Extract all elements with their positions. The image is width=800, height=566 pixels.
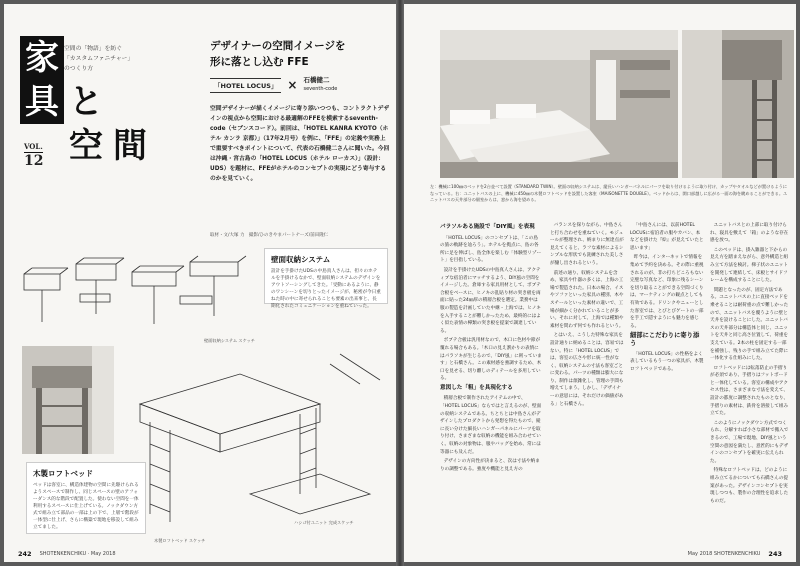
twin-room-graphic [440, 30, 678, 178]
paragraph: このようにノックダウン方式でつくられ、分解すれば小さな部材で搬入できるので、工場で現地、DIY風という空間の意図を満たし、意匠的にもデザインのコンセプトを確実に伝えられた。 [710, 420, 789, 464]
paragraph: ユニットバスとの上部に取り付けられ、寝具を敷えて「箱」のような存在感を放つ。 [710, 223, 789, 244]
headline-line: デザイナーの空間イメージを [210, 40, 346, 52]
paragraph: 設計を手掛けたUDSの中島真人さんは、アクティブな宿泊者にマッチするよう、DIY風の空間をイメージした。倉庫する家具用材として、ボブテ合板をベースに、ヒノキの乱貼り材の突き板を両面に貼った24㎜厚の積層合板を選定。業務中は服の製造を計画していた中継・上海では、ヒノキを入手することが難しかったため、最終的にはよく似た表情の樺類の突き板を提案で調達している。 [440, 267, 541, 334]
loft-bed-title: 木製ロフトベッド [33, 469, 93, 478]
loft-bed-sketch [120, 344, 390, 544]
designer-credit [303, 76, 337, 94]
article-headline [210, 38, 345, 70]
right-page-number: 243 [768, 550, 782, 558]
twin-room-photo [440, 30, 678, 178]
right-column-1 [550, 222, 624, 410]
loft-bed-text: ベッドは客室に、構造体建物の空間に先駆けられるようスペースで制作し、同じスペースの壁のアフォーダンス的な階段で配置した。使わない空間を一体利用するスペースに仕上げている。ノックダウン方式で組み立て部品の一部は上の下で、上層で階段が一体型に仕上げ、さらに構築で現地を移設して組み立てました。 [33, 483, 139, 530]
paragraph: 「HOTEL LOCUS」のコンセプトは、「この島の旅の軌跡を辿ろう」。ホテルを拠点に、島の各所に足を伸ばし、島全体を楽しむ「体験型リゾート」を目指している。 [440, 235, 542, 264]
loft-sketch-label: 木製ロフトベッド スケッチ [154, 538, 206, 543]
wall-storage-text: 設計を手掛けたUDSの中島真人さんは、担々のホテルを手掛けるなかで、壁面収納システムのデザインをアウトソーシングしてきた。「受動にあるように、静のワンシーンを切りとったイメージが、秘密が今日重ねた時の中に寄せられることも要素の出来事と、長期化されたコミュニケーションを重ねていった。 [271, 269, 381, 309]
right-column-3 [710, 222, 790, 507]
loft-bed-photo [22, 346, 114, 454]
series-subtitle [64, 44, 154, 74]
cross-icon: × [287, 78, 298, 92]
designer-company: seventh-code [303, 86, 338, 92]
hotel-tag: 「HOTEL LOCUS」 [210, 78, 281, 93]
left-folio [18, 550, 116, 558]
article-lead: 空間デザイナーが描くイメージに寄り添いつつも、コントラクトデザインの視点から空間における最適解のFFEを模索するseventh-code（セブンスコード）。前回は、「HOTEL KANRA KYOTO（ホテル カンラ 京都）」（17年2月号）を例に、「FFE」の定義や実務上で重要すべきポイントについて、代表の石橋健二さんに聞いた。今回は沖縄・宮古島の「HOTEL LOCUS（ホテル ローカス）」（設計：UDS）を題材に、FFEがホテルのコンセプトの実現にどう寄与するのかを見ていく。 [210, 106, 390, 182]
series-kanji-3: と [69, 82, 103, 122]
wall-storage-box [264, 248, 388, 309]
article-column-1 [440, 222, 542, 475]
article-credit: 取材・文/大塚 力 撮影/ひのきやまパートナーズ/前田隆仁 [210, 233, 329, 238]
paragraph: 特殊なロフトベッドは、どのように組み立てるかについても石橋さんの提案があった。デザインコンセプトを実現しつつも、製作の合理性を追求したものだ。 [710, 468, 789, 504]
maisonette-graphic [682, 30, 794, 178]
left-page-number: 242 [18, 550, 32, 558]
series-kanji-2: 具 [20, 80, 64, 124]
wall-storage-sketch [20, 244, 256, 336]
vol-label: VOL. [24, 142, 43, 151]
paragraph: 「HOTEL LOCUS」の性格をよく表しているもう一つの家具が、木製ロフトベッドである。 [630, 351, 704, 372]
series-info-line: のつくり方 [64, 66, 93, 72]
series-kanji-4: 空 [69, 126, 103, 166]
designer-name: 石橋健二 [303, 76, 330, 84]
paragraph: ボブテ合板は汎用材なので、木口に色材や節が覆れる場合もある。「木口の見え割かりの表情にはパラソキが生じるので、「DIY風」に則っています」と石橋さん。この素材感を強調するため、木口を見せる、切り離しのディテールを多用している。 [440, 338, 542, 382]
ladder-sketch-label: ハシゴ付ユニット 完成スケッチ [294, 520, 354, 525]
paragraph: 前述の通り、収納システムを含め、家具や什器の多くは、上海の工場で製造された。日本の場合、イスやソファといった家具の種別、木やスチールといった素材の違いで、工場が細かく分かれていることが多い。それに対して、上海では種類や素材を問わず何でも作れるという。 [550, 270, 624, 329]
right-folio [688, 550, 782, 558]
paragraph: 積層合板で制作されたアイテムの中で、「HOTEL LOCUS」ならではと言えるのが、壁面の収納システムである。ちとちとは中島さんがデザインしたプロダクトから発想を得たもので、縦に長い分けた細長いハンガーパネルにパーツを取り付け、さまざまな収納の機能を組み合わせていく。収納の対象物は、服やバッグを始め、常にほ等器にも及んだ。 [440, 396, 542, 455]
left-page [4, 4, 396, 562]
page-gutter [396, 0, 404, 566]
right-column-2 [630, 222, 704, 375]
paragraph: バランスを探りながら、中島さんと打ち合わせを重ねていく。モジュールが整理され、納まりに無達点が見えてくると、ラフな素材によるシンプルな形状でも洗練された美しさが醸し出されるという。 [550, 223, 624, 266]
section-heading: 意図した「粗」を具現化する [440, 384, 513, 391]
loft-photo-graphic [22, 346, 114, 454]
wall-sketch-label: 壁面収納システム スケッチ [204, 338, 255, 343]
maisonette-photo [682, 30, 794, 178]
paragraph: 「中島さんには、以前HOTEL LOCUSに宿泊者の服やカバン、本などを掛けた『絵』が見えていたと思います」 [630, 223, 704, 251]
paragraph: このベッドは、掛入雑器と下からの見え方を踏まえながら、意外構造と組み立て方法を検討。梯子状のユニットを開発して連結して、床板とサイドフレームを構成することにした。 [710, 247, 789, 284]
paragraph: 昨今は、インターネットで情報を集めて予約を決める。その際に重視されるのが、非の打ちどころもない完璧な写真など、印象に残るシーンを切り取ることができる空間づくりは、マーケティングの観点としても有効である。ドリンクやニューとした客室では、とびとびゲートの一部を手工で隠すようにも魅力を感じる。 [630, 255, 704, 329]
collaboration-line [210, 76, 337, 94]
series-info-line: 「カスタムファニチャー」 [64, 56, 134, 62]
left-magazine-name: SHOTENKENCHIKU · May 2018 [39, 551, 116, 557]
paragraph: とはいえ、こうした特殊な家具を設計通りに納めることは、容易ではない。特に「HOTEL LOCUS」では、客室の広さや形に統一性がなく、収納システムの寸法も客室ごとに変わる。パーツの種類は膨大になり、制作は煩雑化し、管理の手間も増えてしまう。しかし、「デザイナーの意思には、それだけの価値がある」と石橋さん。 [550, 333, 624, 407]
wall-storage-title: 壁面収納システム [271, 255, 331, 264]
paragraph: 問題となったのが、固定方法である。ユニットバスの上に直接ベッドを乗せることは耐荷重の点で難しかったので、ユニットバスを覆うように壁と天井を設けることにした。ユニットバスの天井部分は構造体と同じ、ユニットを天井と同じ高さ位置して、荷重を支えている。2本の柱を固定する一部を補強し、残りの手で組み立てた際に一体化する仕組みにした。 [710, 287, 789, 362]
right-magazine-name: May 2018 SHOTENKENCHIKU [687, 551, 761, 557]
paragraph: ロフトベッドには転落防止の手摺りが必須であり、手摺りはフットボードと一体化している。客室の構成やアクセス性は、さまざまな寸法を変えて、設計の都度に調整されたものとなり、手摺りの素材は、鉄骨を溶接して組み立てた。 [710, 365, 789, 417]
loft-bed-box [26, 462, 146, 534]
section-heading: 細部にこだわりに寄り添う [630, 332, 700, 347]
headline-line: 形に落とし込む FFE [210, 56, 309, 68]
photo-caption: 左：機械に100㎜のベッドを2台並べて設置（STANDARD TWIN）。壁面の収納システムは、縦長いハンガーパネルにパーツを取り付けるように取り付け、カップやタオルなどが置けるようになっている。右：ユニットバスの上に、機械に450㎜の木製ロフトベッドを設置した客室（MAISONETTE DOUBLE）。ベッドからは、開口部越しに広がる一面の海を眺めることができる。ユニットバスの天井部分の個室からは、窓から海を望める。 [430, 184, 788, 202]
series-kanji-5: 間 [113, 126, 147, 166]
series-info-line: 空間の「物語」を紡ぐ [64, 46, 122, 52]
series-kanji-1: 家 [20, 36, 64, 80]
section-heading: パラソルある施設で「DIY風」を表現 [440, 224, 535, 230]
vol-number: 12 [24, 153, 44, 169]
paragraph: デザインの方向性が決まると、次は寸法や納まりの調整である。強度や機能と見え方の [440, 459, 540, 472]
